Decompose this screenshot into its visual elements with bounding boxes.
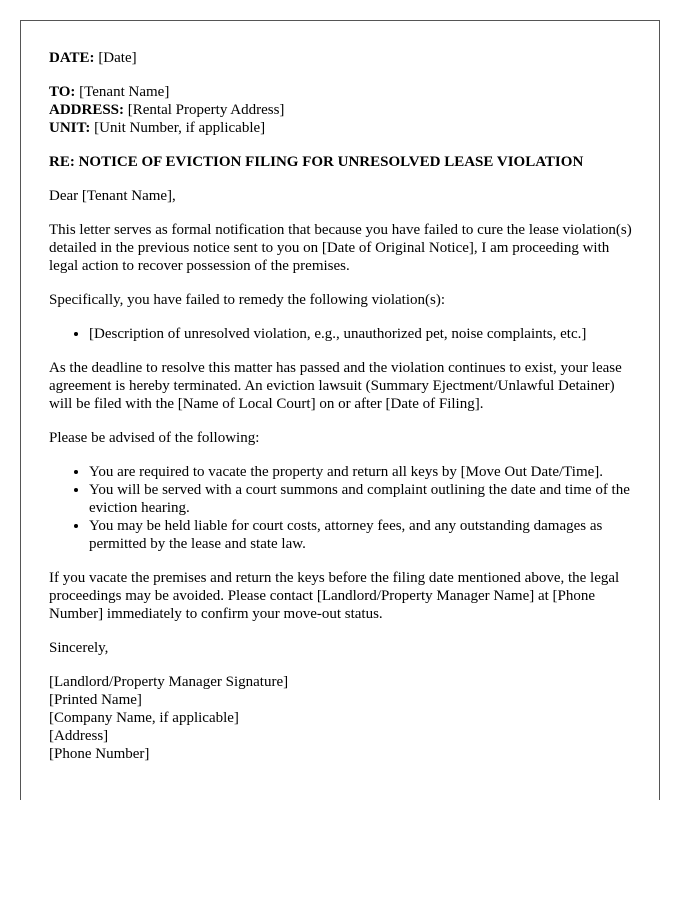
address-line bbox=[49, 101, 639, 119]
letter-body bbox=[49, 49, 639, 763]
to-line bbox=[49, 83, 639, 101]
signature-block bbox=[49, 673, 639, 763]
signoff: Sincerely, bbox=[49, 640, 109, 656]
to-label: TO: bbox=[49, 84, 76, 100]
company-name-line: [Company Name, if applicable] bbox=[49, 710, 239, 726]
signature-line: [Landlord/Property Manager Signature] bbox=[49, 674, 289, 690]
intro-paragraph: This letter serves as formal notification that because you have failed to cure the lease violation(s) detailed in the previous notice sent to you on [Date of Original Notice], I am proceeding with legal action to recover possession of the premises. bbox=[49, 222, 632, 274]
printed-name-line: [Printed Name] bbox=[49, 692, 142, 708]
list-item: • [Description of unresolved violation, e.g., unauthorized pet, noise complaints, etc.] bbox=[89, 325, 639, 343]
date-line bbox=[49, 49, 639, 67]
deadline-paragraph: As the deadline to resolve this matter has passed and the violation continues to exist, your lease agreement is hereby terminated. An eviction lawsuit (Summary Ejectment/Unlawful Detainer) will be filed with the [Name of Local Court] on or after [Date of Filing]. bbox=[49, 360, 622, 412]
phone-number-line: [Phone Number] bbox=[49, 746, 150, 762]
to-value: [Tenant Name] bbox=[79, 84, 170, 100]
violations-list bbox=[49, 325, 639, 343]
address-label: ADDRESS: bbox=[49, 102, 125, 118]
subject-line: RE: NOTICE OF EVICTION FILING FOR UNRESOLVED LEASE VIOLATION bbox=[49, 154, 584, 170]
recipient-block bbox=[49, 83, 639, 137]
date-block bbox=[49, 49, 639, 67]
address-value: [Rental Property Address] bbox=[127, 102, 285, 118]
sender-address-line: [Address] bbox=[49, 728, 109, 744]
advisories-list bbox=[49, 463, 639, 553]
unit-label: UNIT: bbox=[49, 120, 91, 136]
letter-page bbox=[20, 20, 660, 800]
date-label: DATE: bbox=[49, 50, 95, 66]
list-item: • You will be served with a court summons and complaint outlining the date and time of the eviction hearing. bbox=[89, 481, 639, 517]
date-value: [Date] bbox=[98, 50, 137, 66]
list-item: • You may be held liable for court costs, attorney fees, and any outstanding damages as permitted by the lease and state law. bbox=[89, 517, 639, 553]
advised-paragraph: Please be advised of the following: bbox=[49, 430, 260, 446]
closing-paragraph: If you vacate the premises and return the keys before the filing date mentioned above, the legal proceedings may be avoided. Please contact [Landlord/Property Manager Name] at [Phone Number] immediately to confirm your move-out status. bbox=[49, 570, 620, 622]
list-item: • You are required to vacate the property and return all keys by [Move Out Date/Time]. bbox=[89, 463, 639, 481]
specifically-paragraph: Specifically, you have failed to remedy the following violation(s): bbox=[49, 292, 445, 308]
unit-value: [Unit Number, if applicable] bbox=[94, 120, 266, 136]
salutation: Dear [Tenant Name], bbox=[49, 188, 176, 204]
unit-line bbox=[49, 119, 639, 137]
